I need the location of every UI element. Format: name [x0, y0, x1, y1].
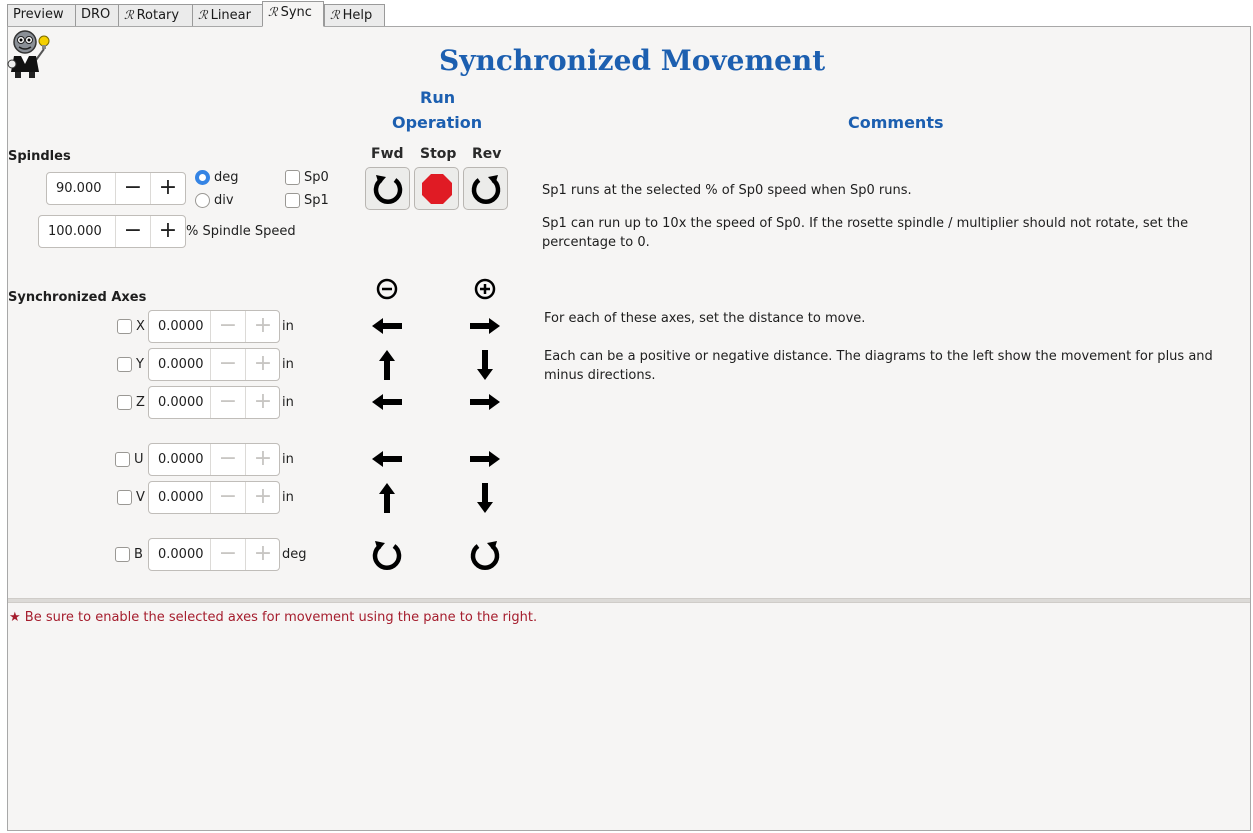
decrement-button[interactable]: −: [210, 311, 245, 342]
checkbox-sp0[interactable]: [285, 170, 300, 185]
axis-b-value[interactable]: 0.0000: [158, 547, 204, 562]
increment-button[interactable]: +: [245, 311, 280, 342]
arrow-down-icon: [476, 482, 494, 514]
rotate-ccw-icon: [469, 539, 501, 571]
comment-spindle-1: Sp1 runs at the selected % of Sp0 speed when Sp0 runs.: [542, 183, 912, 198]
decrement-button[interactable]: −: [210, 349, 245, 380]
arrow-up-icon: [378, 482, 396, 514]
radio-div[interactable]: [195, 193, 210, 208]
spindles-label: Spindles: [8, 149, 71, 164]
axis-y-unit: in: [282, 357, 294, 372]
axis-u-value[interactable]: 0.0000: [158, 452, 204, 467]
pane-divider[interactable]: [8, 598, 1250, 603]
arrow-left-icon: [371, 450, 403, 468]
axis-x-unit: in: [282, 319, 294, 334]
axis-z-unit: in: [282, 395, 294, 410]
fwd-button[interactable]: [365, 167, 410, 210]
axis-x-spinbox[interactable]: [148, 310, 280, 343]
increment-button[interactable]: +: [245, 539, 280, 570]
arrow-right-icon: [469, 450, 501, 468]
comments-header: Comments: [848, 113, 944, 132]
decrement-button[interactable]: −: [210, 482, 245, 513]
plus-circle-icon: [474, 278, 496, 300]
rev-button[interactable]: [463, 167, 508, 210]
tab-label: Rotary: [136, 8, 180, 23]
tab-linear[interactable]: [192, 4, 263, 26]
tab-help[interactable]: [324, 4, 385, 26]
increment-button[interactable]: +: [150, 173, 185, 204]
checkbox-axis-x[interactable]: [117, 319, 132, 334]
tab-label: Sync: [280, 5, 312, 20]
axis-z-value[interactable]: 0.0000: [158, 395, 204, 410]
tab-bar: [0, 0, 1253, 27]
axis-y-spinbox[interactable]: [148, 348, 280, 381]
page-title: Synchronized Movement: [439, 44, 826, 77]
axis-u-unit: in: [282, 452, 294, 467]
axis-b-unit: deg: [282, 547, 307, 562]
checkbox-axis-v[interactable]: [117, 490, 132, 505]
increment-button[interactable]: +: [245, 349, 280, 380]
arrow-left-icon: [371, 317, 403, 335]
rev-header: Rev: [472, 146, 502, 162]
fwd-header: Fwd: [371, 146, 404, 162]
axis-y-value[interactable]: 0.0000: [158, 357, 204, 372]
tab-label: DRO: [81, 7, 111, 22]
tab-dro[interactable]: [75, 4, 119, 26]
operation-header: Operation: [392, 113, 483, 132]
axis-b-spinbox[interactable]: [148, 538, 280, 571]
arrow-up-icon: [378, 349, 396, 381]
axis-v-unit: in: [282, 490, 294, 505]
axis-b-label: B: [134, 547, 143, 562]
script-r-icon: ℛ: [124, 8, 134, 22]
tab-label: Help: [342, 8, 373, 23]
stop-button[interactable]: [414, 167, 459, 210]
increment-button[interactable]: +: [245, 387, 280, 418]
checkbox-sp1[interactable]: [285, 193, 300, 208]
decrement-button[interactable]: −: [210, 387, 245, 418]
radio-deg[interactable]: [195, 170, 210, 185]
tab-preview[interactable]: [7, 4, 76, 26]
axis-v-value[interactable]: 0.0000: [158, 490, 204, 505]
stop-header: Stop: [420, 146, 457, 162]
decrement-button[interactable]: −: [210, 444, 245, 475]
script-r-icon: ℛ: [268, 5, 278, 19]
sync-axes-label: Synchronized Axes: [8, 290, 147, 305]
checkbox-axis-y[interactable]: [117, 357, 132, 372]
spindle-angle-value[interactable]: 90.000: [56, 181, 102, 196]
comment-axes-1: For each of these axes, set the distance to move.: [544, 311, 866, 326]
radio-div-label: div: [214, 193, 234, 208]
rotate-ccw-icon: [470, 173, 502, 205]
increment-button[interactable]: +: [245, 482, 280, 513]
checkbox-axis-z[interactable]: [117, 395, 132, 410]
tab-rotary[interactable]: [118, 4, 193, 26]
checkbox-axis-b[interactable]: [115, 547, 130, 562]
tab-label: Preview: [13, 7, 64, 22]
comment-axes-2: Each can be a positive or negative distance. The diagrams to the left show the movement for plus and minus directions.: [544, 349, 1213, 383]
axis-u-label: U: [134, 452, 144, 467]
radio-deg-label: deg: [214, 170, 239, 185]
sync-panel: [7, 26, 1251, 831]
arrow-left-icon: [371, 393, 403, 411]
checkbox-sp0-label: Sp0: [304, 170, 329, 185]
mascot-icon: [6, 28, 52, 80]
axis-y-label: Y: [136, 357, 144, 372]
spindle-speed-label: % Spindle Speed: [186, 224, 296, 239]
checkbox-axis-u[interactable]: [115, 452, 130, 467]
decrement-button[interactable]: −: [115, 216, 150, 247]
script-r-icon: ℛ: [198, 8, 208, 22]
decrement-button[interactable]: −: [115, 173, 150, 204]
stop-icon: [421, 173, 453, 205]
minus-circle-icon: [376, 278, 398, 300]
axis-z-spinbox[interactable]: [148, 386, 280, 419]
axis-v-label: V: [136, 490, 145, 505]
tab-label: Linear: [210, 8, 251, 23]
axis-v-spinbox[interactable]: [148, 481, 280, 514]
increment-button[interactable]: +: [150, 216, 185, 247]
comment-spindle-2: Sp1 can run up to 10x the speed of Sp0. If the rosette spindle / multiplier should not rotate, set the percentage to 0.: [542, 216, 1189, 250]
rotate-cw-icon: [372, 173, 404, 205]
axis-x-value[interactable]: 0.0000: [158, 319, 204, 334]
enable-axes-note: ★ Be sure to enable the selected axes for movement using the pane to the right.: [9, 610, 538, 625]
increment-button[interactable]: +: [245, 444, 280, 475]
axis-u-spinbox[interactable]: [148, 443, 280, 476]
axis-x-label: X: [136, 319, 145, 334]
run-header: Run: [420, 88, 456, 107]
tab-sync[interactable]: [262, 1, 324, 27]
checkbox-sp1-label: Sp1: [304, 193, 329, 208]
arrow-down-icon: [476, 349, 494, 381]
spindle-speed-spinbox[interactable]: [38, 215, 186, 248]
script-r-icon: ℛ: [330, 8, 340, 22]
axis-z-label: Z: [136, 395, 145, 410]
arrow-right-icon: [469, 393, 501, 411]
rotate-cw-icon: [371, 539, 403, 571]
arrow-right-icon: [469, 317, 501, 335]
spindle-speed-value[interactable]: 100.000: [48, 224, 102, 239]
decrement-button[interactable]: −: [210, 539, 245, 570]
spindle-angle-spinbox[interactable]: [46, 172, 186, 205]
